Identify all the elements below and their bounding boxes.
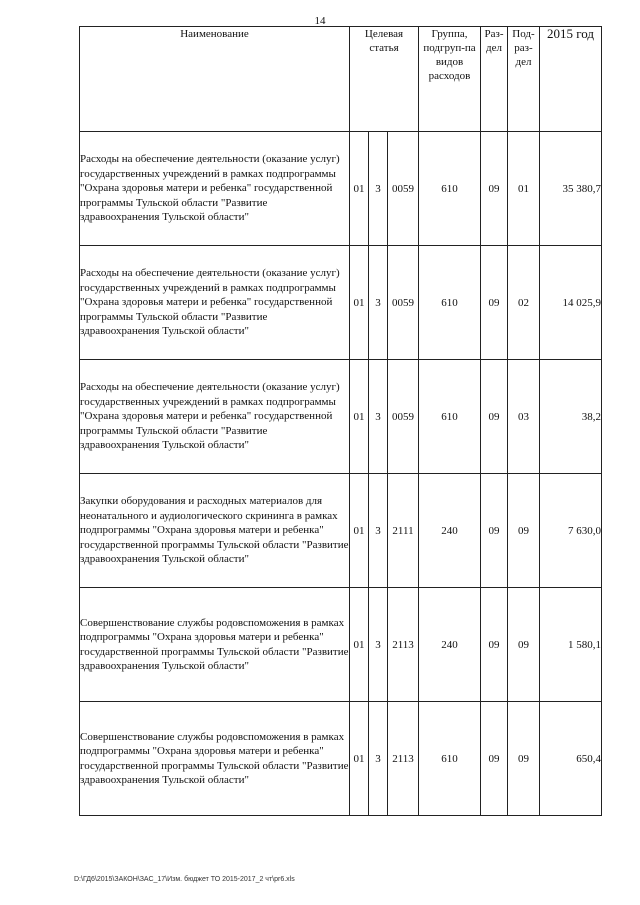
row-amount: 1 580,1 — [540, 588, 602, 702]
group-code: 240 — [419, 474, 481, 588]
header-name: Наименование — [80, 27, 350, 132]
subsection-code: 09 — [508, 588, 540, 702]
section-code: 09 — [481, 246, 508, 360]
subsection-code: 09 — [508, 702, 540, 816]
row-name: Совершенствование службы родовспоможения в рамках подпрограммы "Охрана здоровья матери и ребенка" государственной программы Тульской области "Развитие здравоохранения Тульской области" — [80, 702, 350, 816]
target-code-2: 3 — [369, 360, 388, 474]
header-section: Раз-дел — [481, 27, 508, 132]
section-code: 09 — [481, 474, 508, 588]
target-code-2: 3 — [369, 132, 388, 246]
target-code-3: 2111 — [388, 474, 419, 588]
header-target-article: Целевая статья — [350, 27, 419, 132]
subsection-code: 09 — [508, 474, 540, 588]
target-code-1: 01 — [350, 360, 369, 474]
target-code-3: 2113 — [388, 702, 419, 816]
table-row — [80, 474, 602, 588]
target-code-3: 0059 — [388, 246, 419, 360]
target-code-3: 2113 — [388, 588, 419, 702]
table-row — [80, 702, 602, 816]
header-year: 2015 год — [540, 27, 602, 132]
target-code-2: 3 — [369, 246, 388, 360]
target-code-2: 3 — [369, 588, 388, 702]
section-code: 09 — [481, 360, 508, 474]
table-row — [80, 588, 602, 702]
target-code-1: 01 — [350, 246, 369, 360]
table-row — [80, 246, 602, 360]
budget-table — [79, 26, 602, 816]
group-code: 240 — [419, 588, 481, 702]
page-number: 14 — [314, 15, 326, 27]
group-code: 610 — [419, 246, 481, 360]
header-group: Группа, подгруп-па видов расходов — [419, 27, 481, 132]
target-code-1: 01 — [350, 588, 369, 702]
target-code-1: 01 — [350, 132, 369, 246]
row-name: Расходы на обеспечение деятельности (оказание услуг) государственных учреждений в рамках подпрограммы "Охрана здоровья матери и ребенка" государственной программы Тульской области "Развитие здравоохранения Тульской области" — [80, 246, 350, 360]
row-amount: 35 380,7 — [540, 132, 602, 246]
section-code: 09 — [481, 132, 508, 246]
subsection-code: 01 — [508, 132, 540, 246]
row-name: Расходы на обеспечение деятельности (оказание услуг) государственных учреждений в рамках подпрограммы "Охрана здоровья матери и ребенка" государственной программы Тульской области "Развитие здравоохранения Тульской области" — [80, 360, 350, 474]
row-amount: 38,2 — [540, 360, 602, 474]
file-path-footer: D:\ГД6\2015\ЗАКОН\ЗАС_17\Изм. бюджет ТО 2015-2017_2 чт\pr6.xls — [74, 876, 295, 883]
target-code-3: 0059 — [388, 360, 419, 474]
row-name: Расходы на обеспечение деятельности (оказание услуг) государственных учреждений в рамках подпрограммы "Охрана здоровья матери и ребенка" государственной программы Тульской области "Развитие здравоохранения Тульской области" — [80, 132, 350, 246]
group-code: 610 — [419, 360, 481, 474]
group-code: 610 — [419, 132, 481, 246]
target-code-2: 3 — [369, 474, 388, 588]
table-row — [80, 132, 602, 246]
subsection-code: 03 — [508, 360, 540, 474]
row-name: Закупки оборудования и расходных материалов для неонатального и аудиологического скрининга в рамках подпрограммы "Охрана здоровья матери и ребенка" государственной программы Тульской области "Развитие здравоохранения Тульской области" — [80, 474, 350, 588]
subsection-code: 02 — [508, 246, 540, 360]
header-row — [80, 27, 602, 132]
row-amount: 14 025,9 — [540, 246, 602, 360]
row-amount: 650,4 — [540, 702, 602, 816]
header-subsection: Под-раз-дел — [508, 27, 540, 132]
table-row — [80, 360, 602, 474]
target-code-1: 01 — [350, 474, 369, 588]
target-code-2: 3 — [369, 702, 388, 816]
row-name: Совершенствование службы родовспоможения в рамках подпрограммы "Охрана здоровья матери и ребенка" государственной программы Тульской области "Развитие здравоохранения Тульской области" — [80, 588, 350, 702]
row-amount: 7 630,0 — [540, 474, 602, 588]
section-code: 09 — [481, 588, 508, 702]
target-code-1: 01 — [350, 702, 369, 816]
group-code: 610 — [419, 702, 481, 816]
target-code-3: 0059 — [388, 132, 419, 246]
section-code: 09 — [481, 702, 508, 816]
